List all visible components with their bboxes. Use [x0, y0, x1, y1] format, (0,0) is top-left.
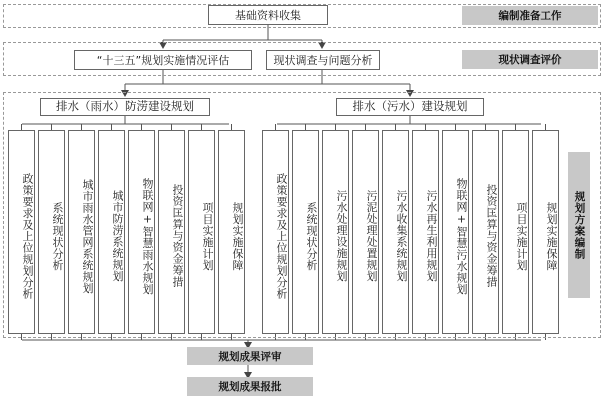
sewage-item: 污泥处理处置规划	[352, 130, 379, 334]
plan-evaluation-box: “十三五”规划实施情况评估	[74, 50, 252, 70]
sewage-item: 污水处理设施规划	[322, 130, 349, 334]
sewage-item: 投资匡算与资金筹措	[472, 130, 499, 334]
stage-prep-label: 编制准备工作	[462, 6, 598, 25]
status-survey-box: 现状调查与问题分析	[266, 50, 380, 70]
rain-item: 物联网+智慧雨水规划	[128, 130, 155, 334]
rain-item: 投资匡算与资金筹措	[158, 130, 185, 334]
stage-plan-label: 规划方案编制	[568, 152, 590, 298]
sewage-item: 项目实施计划	[502, 130, 529, 334]
rain-item: 政策要求及上位规划分析	[8, 130, 35, 334]
rain-plan-title: 排水（雨水）防涝建设规划	[40, 98, 210, 116]
stage-survey-label: 现状调查评价	[462, 50, 598, 69]
rain-item: 系统现状分析	[38, 130, 65, 334]
rain-item: 城市防涝系统规划	[98, 130, 125, 334]
sewage-item: 物联网+智慧污水规划	[442, 130, 469, 334]
sewage-item: 污水再生利用规划	[412, 130, 439, 334]
sewage-item: 规划实施保障	[532, 130, 559, 334]
result-review-box: 规划成果评审	[187, 347, 313, 365]
result-submit-box: 规划成果报批	[187, 377, 313, 396]
rain-item: 城市雨水管网系统规划	[68, 130, 95, 334]
data-collection-box: 基础资料收集	[208, 5, 328, 25]
sewage-item: 政策要求及上位规划分析	[262, 130, 289, 334]
rain-item: 规划实施保障	[218, 130, 245, 334]
sewage-item: 系统现状分析	[292, 130, 319, 334]
sewage-plan-title: 排水（污水）建设规划	[336, 98, 484, 116]
sewage-item: 污水收集系统规划	[382, 130, 409, 334]
rain-item: 项目实施计划	[188, 130, 215, 334]
